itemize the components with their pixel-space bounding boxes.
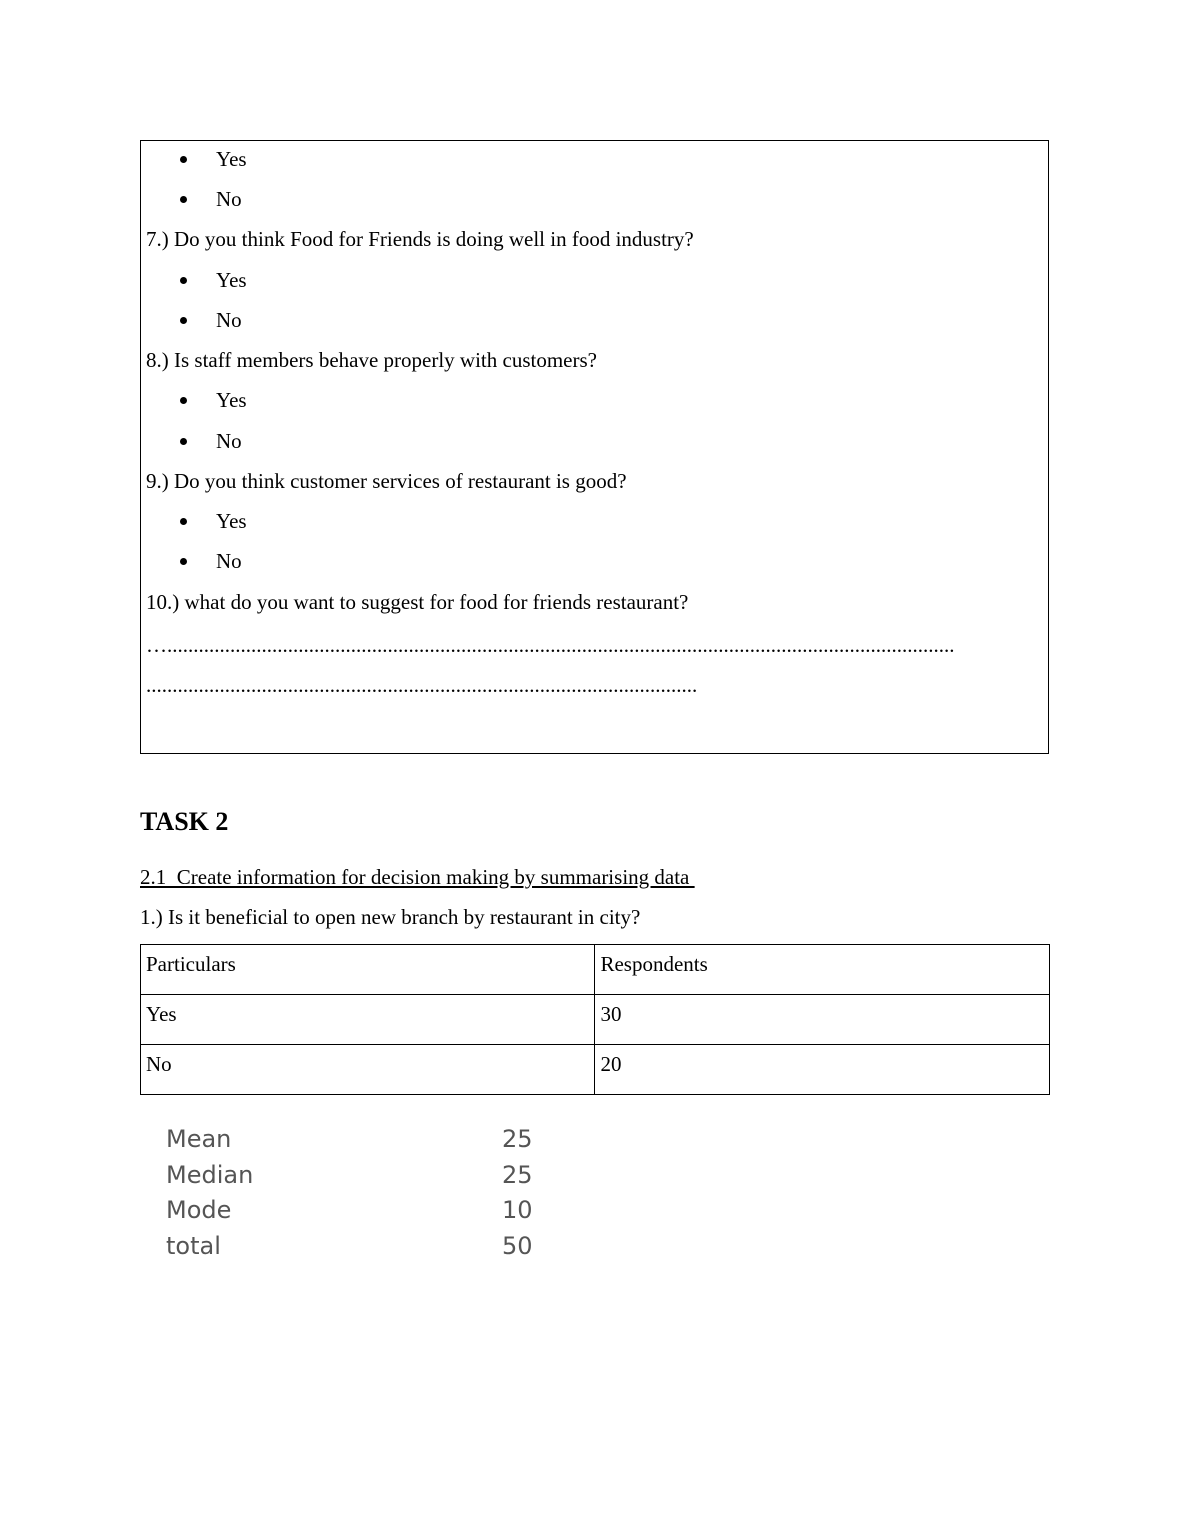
- bullet-icon: [180, 317, 187, 324]
- table-row: [141, 995, 1050, 1045]
- table-cell: 30: [595, 995, 1050, 1045]
- question-9: 9.) Do you think customer services of restaurant is good?: [146, 469, 627, 493]
- stat-label: Mean: [166, 1125, 232, 1153]
- stat-value: 50: [502, 1232, 533, 1261]
- option-q8-no: No: [216, 429, 242, 453]
- answer-dotted-line: .........................................................................................................: [146, 673, 698, 697]
- stat-label: total: [166, 1232, 221, 1261]
- table-row: [141, 1045, 1050, 1095]
- option-q7-yes: Yes: [216, 268, 247, 292]
- table-header-row: [141, 945, 1050, 995]
- table-cell: Yes: [141, 995, 595, 1045]
- bullet-icon: [180, 196, 187, 203]
- respondents-table: [140, 944, 1050, 1095]
- table-cell: No: [141, 1045, 595, 1095]
- option-q6-no: No: [216, 187, 242, 211]
- option-q6-yes: Yes: [216, 147, 247, 171]
- question-7: 7.) Do you think Food for Friends is doing well in food industry?: [146, 227, 694, 251]
- bullet-icon: [180, 397, 187, 404]
- survey-question-box: [140, 140, 1049, 754]
- bullet-icon: [180, 156, 187, 163]
- table-cell: 20: [595, 1045, 1050, 1095]
- stat-label: Median: [166, 1160, 254, 1189]
- bullet-icon: [180, 558, 187, 565]
- stat-value: 25: [502, 1160, 533, 1189]
- stat-label: Mode: [166, 1196, 232, 1225]
- bullet-icon: [180, 518, 187, 525]
- task-heading: TASK 2: [140, 807, 229, 836]
- answer-dotted-line: …......................................................................................................................................................: [146, 633, 955, 657]
- option-q8-yes: Yes: [216, 388, 247, 412]
- stat-value: 25: [502, 1125, 533, 1153]
- bullet-icon: [180, 438, 187, 445]
- bullet-icon: [180, 277, 187, 284]
- stat-value: 10: [502, 1196, 533, 1225]
- question-8: 8.) Is staff members behave properly with customers?: [146, 348, 597, 372]
- section-subheading: 2.1 Create information for decision making by summarising data: [140, 865, 695, 889]
- option-q7-no: No: [216, 308, 242, 332]
- table-header-cell: Respondents: [595, 945, 1050, 995]
- option-q9-no: No: [216, 549, 242, 573]
- question-1: 1.) Is it beneficial to open new branch by restaurant in city?: [140, 905, 641, 929]
- option-q9-yes: Yes: [216, 509, 247, 533]
- question-10: 10.) what do you want to suggest for food for friends restaurant?: [146, 590, 689, 614]
- table-header-cell: Particulars: [141, 945, 595, 995]
